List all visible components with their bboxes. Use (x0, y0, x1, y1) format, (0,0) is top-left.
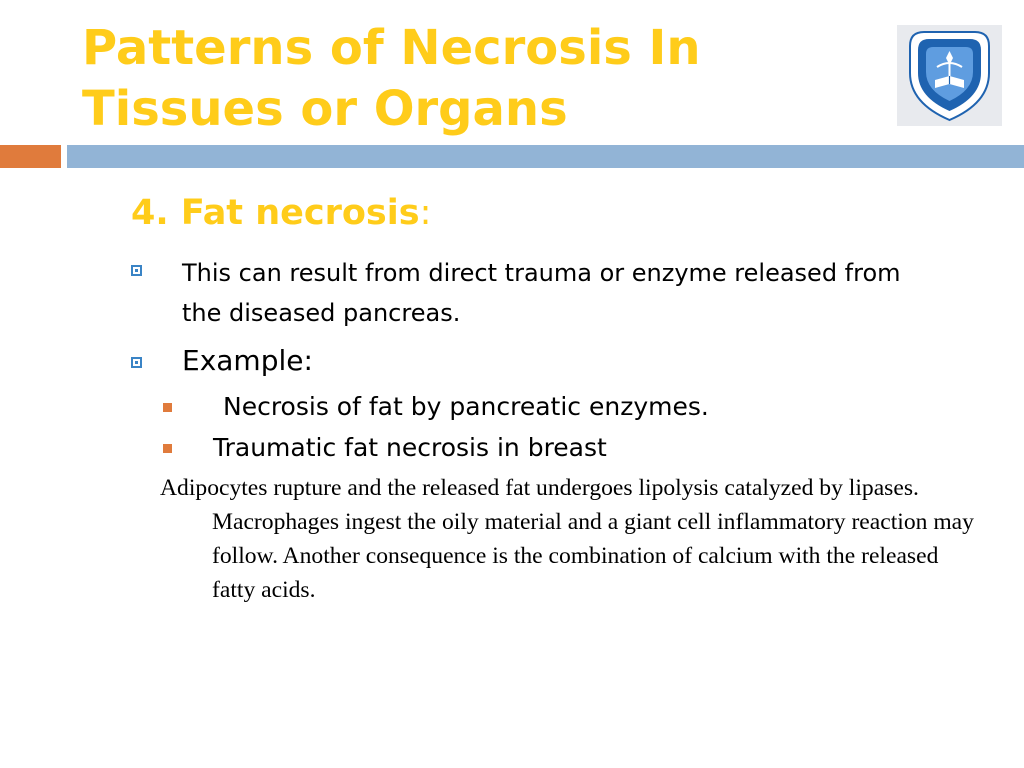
sub-bullet-text: Traumatic fat necrosis in breast (213, 433, 607, 462)
bullet-text: Example: (182, 344, 313, 377)
subtitle-text: 4. Fat necrosis (131, 193, 420, 233)
slide-title: Patterns of Necrosis In Tissues or Organs (82, 20, 701, 137)
sub-bullet-text: Necrosis of fat by pancreatic enzymes. (223, 392, 709, 421)
university-logo (897, 25, 1002, 126)
bullet-text: This can result from direct trauma or enzyme released from the diseased pancreas. (182, 259, 901, 327)
subtitle-colon: : (419, 193, 432, 233)
square-bullet-icon (131, 265, 142, 276)
square-bullet-icon (131, 357, 142, 368)
slide-subtitle (131, 188, 431, 238)
square-bullet-icon (163, 403, 172, 412)
square-bullet-icon (163, 444, 172, 453)
header-accent-bar-orange (0, 145, 61, 168)
body-paragraph: Adipocytes rupture and the released fat undergoes lipolysis catalyzed by lipases. Macrophages ingest the oily material and a giant cell inflammatory reaction may follow. Another consequence is the combination of calcium with the released fatty acids. (160, 475, 974, 603)
header-accent-bar-blue (67, 145, 1024, 168)
